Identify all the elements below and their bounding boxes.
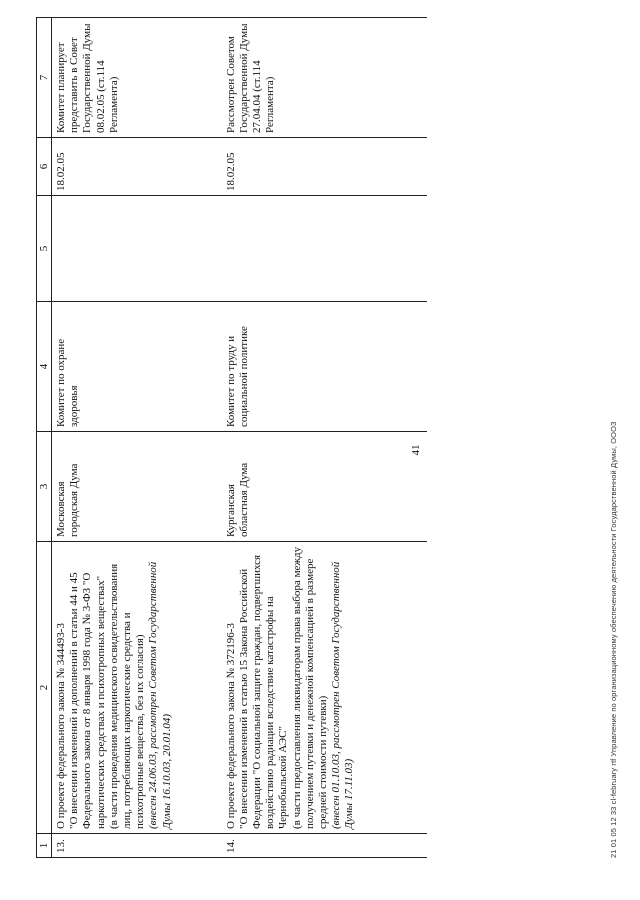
date-cell: 18.02.05 [52,138,222,196]
footer-text: 21 01 05 12 33 cl-february rtf Управление по организационному обеспечению деятельности Государственной Думы, ОООЗ [609,421,618,858]
column-header-row [37,18,52,858]
project-body: "О внесении изменений и дополнений в статьи 44 и 45 Федерального закона от 8 января 1998 года № 3-ФЗ "О наркотических средствах и психотропных веществах" [68,572,107,829]
project-note: (в части проведения медицинского освидетельствования лиц, потребляющих наркотические средства и психотропные вещества, без их согласия) [107,563,147,829]
table-row [222,18,427,858]
column-header: 2 [37,542,52,834]
initiator-cell: Московская городская Дума [52,432,222,542]
committee-cell: Комитет по охране здоровья [52,302,222,432]
page-number: 41 [410,444,422,456]
project-history: (внесен 24.06.03, рассмотрен Советом Государственной Думы 16.10.03, 20.01.04) [147,561,173,829]
column-header: 4 [37,302,52,432]
status-cell: Комитет планирует представить в Совет Государственной Думы 08.02.05 (ст.114 Регламента) [52,18,222,138]
project-cell [222,542,427,834]
date-cell: 18.02.05 [222,138,427,196]
empty-cell [52,196,222,302]
column-header: 5 [37,196,52,302]
project-title: О проекте федерального закона № 372196-3 [224,623,237,829]
empty-cell [222,196,427,302]
status-cell: Рассмотрен Советом Государственной Думы 27.04.04 (ст.114 Регламента) [222,18,427,138]
bills-table [36,17,427,858]
project-body: "О внесении изменений в статью 15 Закона Российской Федерации "О социальной защите граждан, подвергшихся воздействию радиации вследствие катастрофы на Чернобыльской АЭС" [237,554,290,829]
column-header: 1 [37,834,52,858]
row-number: 14. [222,834,427,858]
column-header: 7 [37,18,52,138]
column-header: 6 [37,138,52,196]
project-history: (внесен 01.10.03, рассмотрен Советом Государственной Думы 17.11.03) [330,561,356,829]
project-cell [52,542,222,834]
committee-cell: Комитет по труду и социальной политике [222,302,427,432]
column-header: 3 [37,432,52,542]
project-note: (в части предоставления ликвидаторам права выбора между получением путевки и денежной компенсацией в размере средней стоимости путевки) [290,546,329,829]
table-row [52,18,222,858]
row-number: 13. [52,834,222,858]
project-title: О проекте федерального закона № 344493-3 [55,623,67,829]
initiator-cell: Курганская областная Дума [222,432,427,542]
